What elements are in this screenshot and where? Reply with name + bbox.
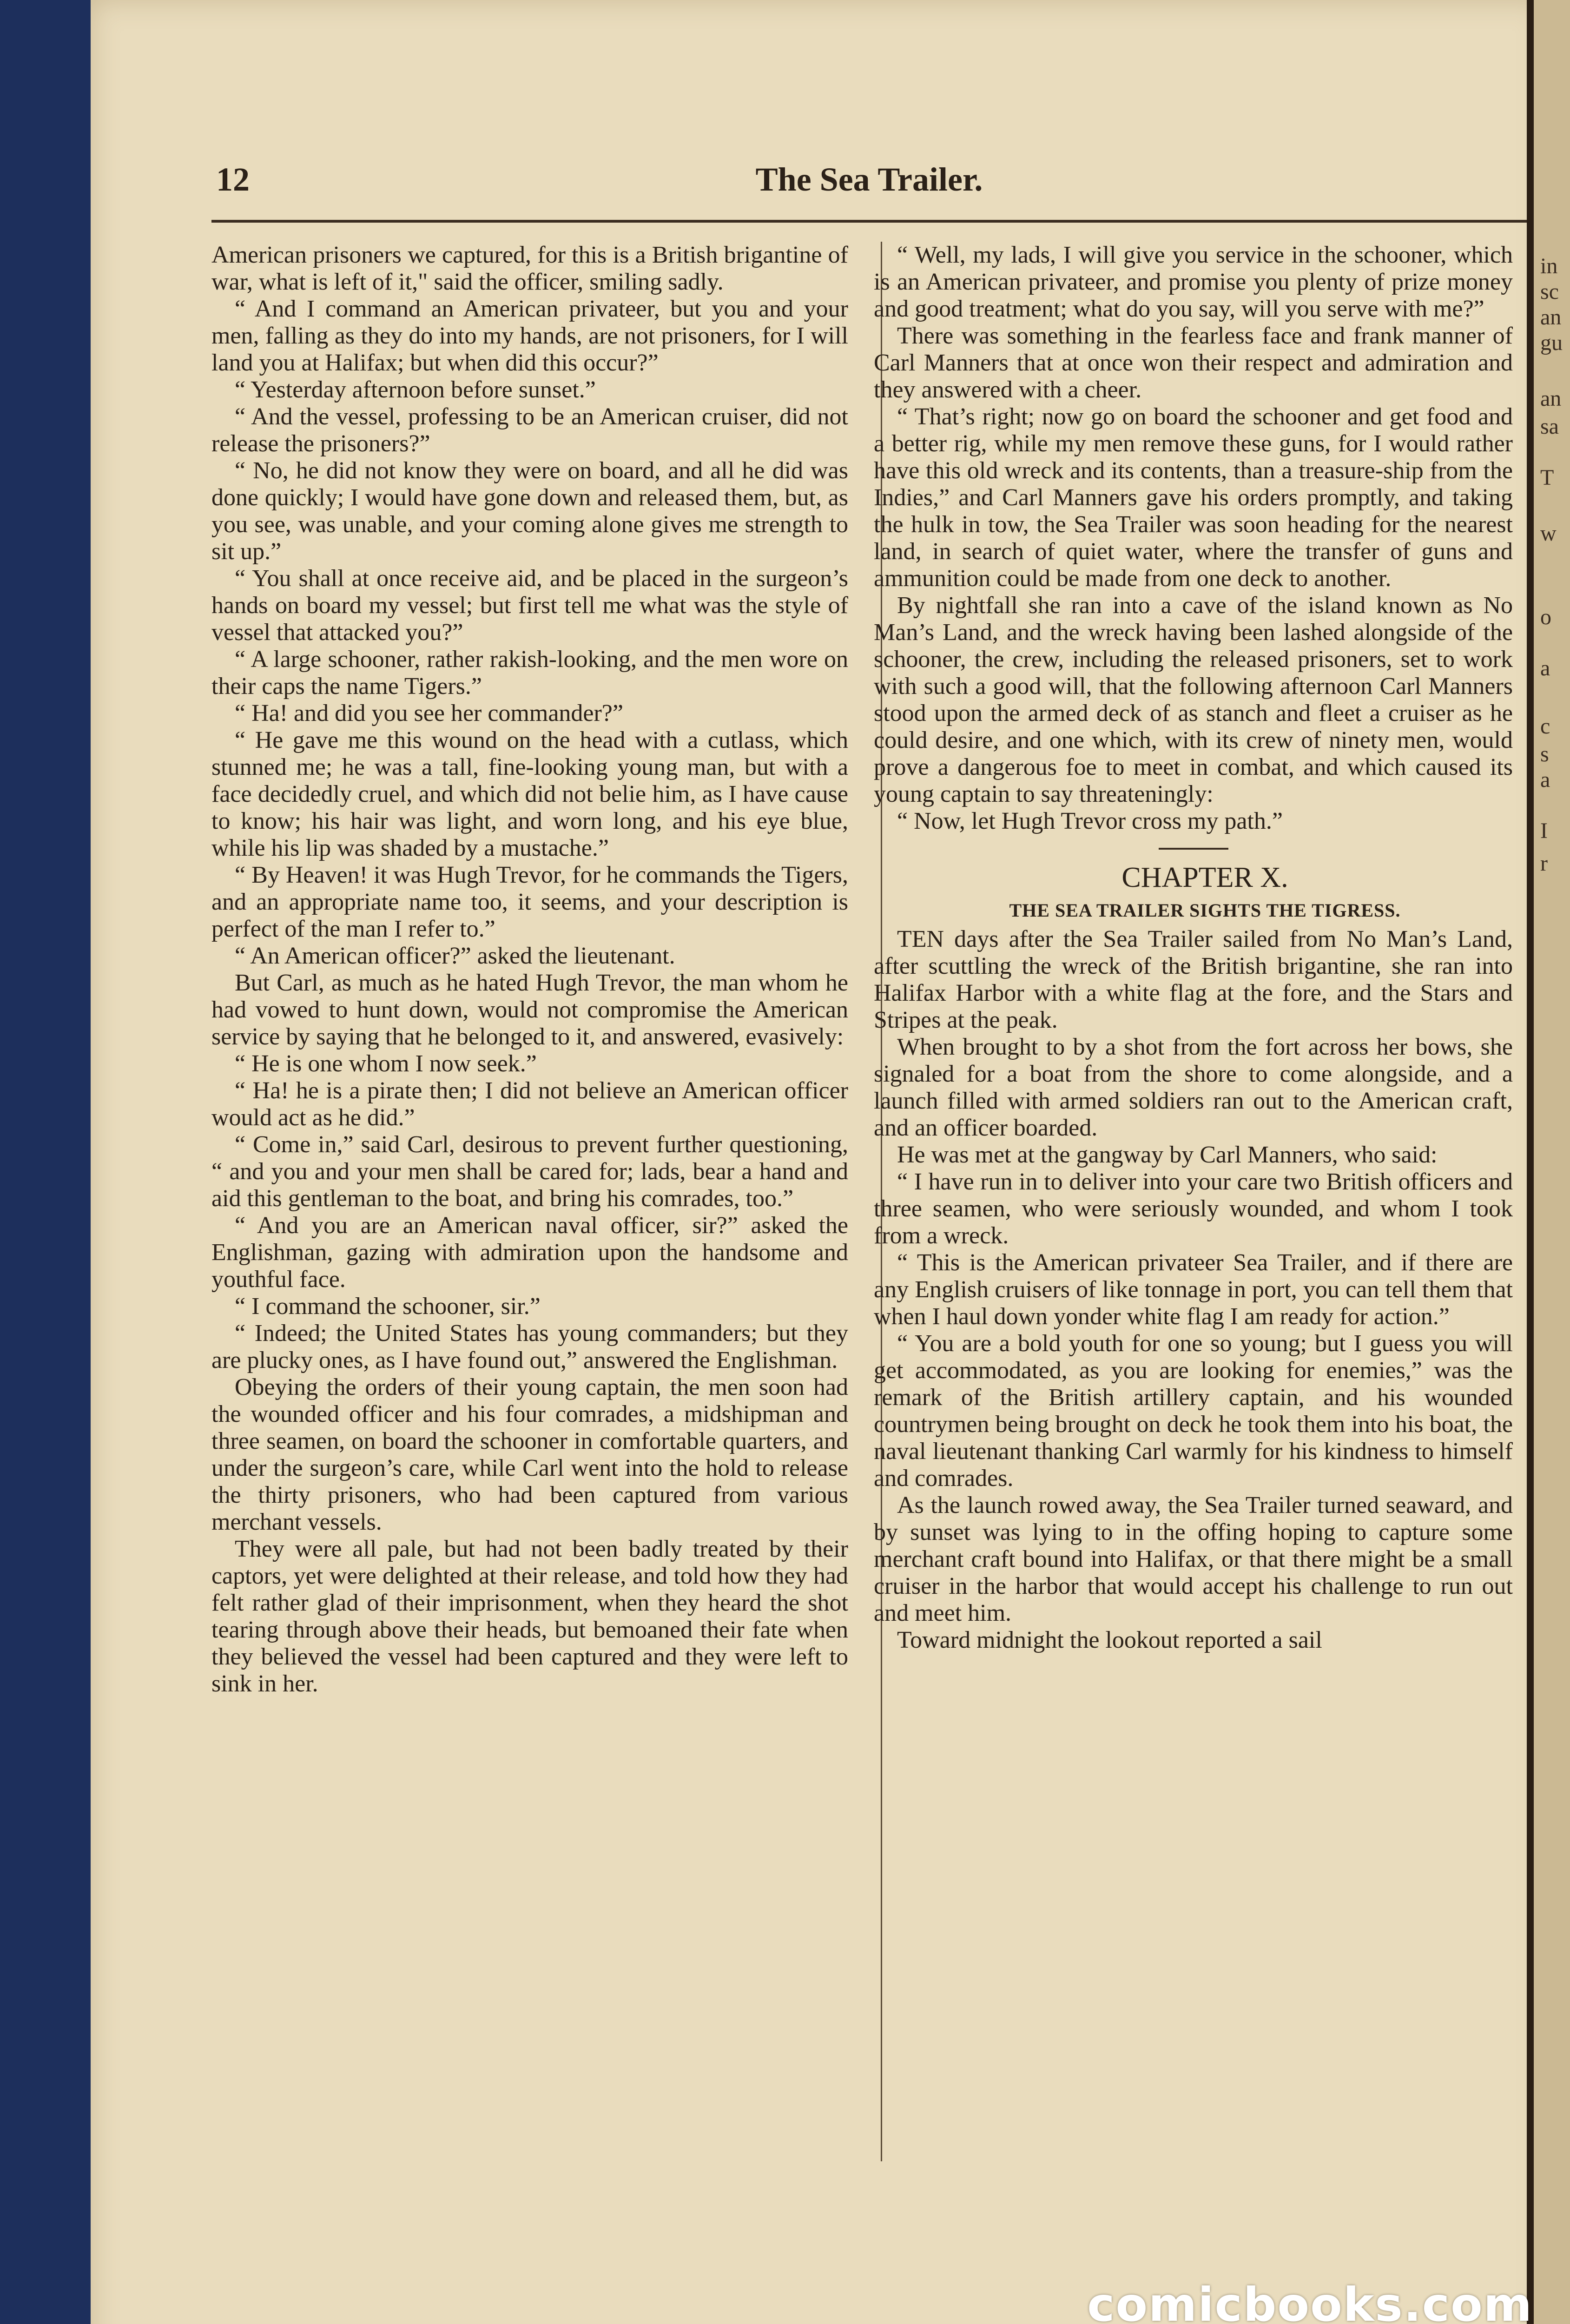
header-rule <box>211 220 1527 223</box>
paragraph: “ You shall at once receive aid, and be placed in the surgeon’s hands on board my vessel; but first tell me what was the style of vessel that attacked you?” <box>211 565 848 646</box>
paragraph: When brought to by a shot from the fort across her bows, she signaled for a boat from the shore to come alongside, and a launch filled with armed soldiers ran out to the American craft, and an officer boarded. <box>874 1034 1513 1141</box>
adjacent-fragment: c <box>1540 714 1550 739</box>
paragraph: TEN days after the Sea Trailer sailed from No Man’s Land, after scuttling the wreck of the British brigantine, she ran into Halifax Harbor with a white flag at the fore, and the Stars and Stripes at the peak. <box>874 926 1513 1033</box>
running-title: The Sea Trailer. <box>755 161 983 198</box>
paragraph: “ He gave me this wound on the head with a cutlass, which stunned me; he was a tall, fine-looking young man, but with a face decidedly cruel, and which did not belie him, as I have cause to know; his hair was light, and worn long, and his eye blue, while his lip was shaded by a mustache.” <box>211 727 848 861</box>
adjacent-fragment: sa <box>1540 414 1559 439</box>
paragraph: Obeying the orders of their young captain, the men soon had the wounded officer and his four comrades, a midshipman and three seamen, on board the schooner in comfortable quarters, and under the surgeon’s care, while Carl went into the hold to release the thirty prisoners, who had been captured from various merchant vessels. <box>211 1374 848 1535</box>
left-column <box>211 242 848 1697</box>
adjacent-fragment: o <box>1540 605 1551 629</box>
paragraph: As the launch rowed away, the Sea Trailer turned seaward, and by sunset was lying to in the offing hoping to capture some merchant craft bound into Halifax, or that there might be a small cruiser in the harbor that would accept his challenge to run out and meet him. <box>874 1492 1513 1626</box>
adjacent-fragment: sc <box>1540 279 1559 304</box>
paragraph: “ No, he did not know they were on board, and all he did was done quickly; I would have gone down and released them, but, as you see, was unable, and your coming alone gives me strength to sit up.” <box>211 457 848 565</box>
right-column <box>874 242 1513 1654</box>
adjacent-fragment: s <box>1540 742 1549 766</box>
paragraph: They were all pale, but had not been badly treated by their captors, yet were delighted at their release, and told how they had felt rather glad of their imprisonment, when they heard the shot tearing through above their heads, but bemoaned their fate when they believed the vessel had been captured and they were left to sink in her. <box>211 1536 848 1697</box>
paragraph: “ An American officer?” asked the lieutenant. <box>235 943 675 969</box>
paragraph: “ And I command an American privateer, but you and your men, falling as they do into my hands, are not prisoners, for I will land you at Halifax; but when did this occur?” <box>211 296 848 376</box>
adjacent-fragment: an <box>1540 386 1562 411</box>
paragraph: “ Come in,” said Carl, desirous to prevent further questioning, “ and you and your men shall be cared for; lads, bear a hand and aid this gentleman to the boat, and bring his comrades, too.” <box>211 1131 848 1212</box>
paragraph: American prisoners we captured, for this is a British brigantine of war, what is left of it," said the officer, smiling sadly. <box>211 242 848 295</box>
paragraph: “ That’s right; now go on board the schooner and get food and a better rig, while my men remove these guns, for I would rather have this old wreck and its contents, than a treasure-ship from the Indies,” and Carl Manners gave his orders promptly, and taking the hulk in tow, the Sea Trailer was soon heading for the nearest land, in search of quiet water, where the transfer of guns and ammunition could be made from one deck to another. <box>874 403 1513 592</box>
paragraph: Toward midnight the lookout reported a sail <box>897 1627 1322 1653</box>
adjacent-fragment: I <box>1540 819 1548 843</box>
adjacent-fragment: a <box>1540 656 1550 680</box>
adjacent-fragment: T <box>1540 465 1554 490</box>
page-header <box>211 158 1527 218</box>
adjacent-fragment: a <box>1540 767 1550 792</box>
chapter-subtitle: THE SEA TRAILER SIGHTS THE TIGRESS. <box>1009 900 1401 921</box>
adjacent-fragment: an <box>1540 305 1562 330</box>
chapter-title: CHAPTER X. <box>1121 862 1288 893</box>
paragraph: “ A large schooner, rather rakish-looking, and the men wore on their caps the name Tigers.” <box>211 646 848 700</box>
adjacent-fragment: w <box>1540 521 1557 546</box>
paragraph: “ And the vessel, professing to be an American cruiser, did not release the prisoners?” <box>211 403 848 457</box>
paragraph: “ Ha! he is a pirate then; I did not believe an American officer would act as he did.” <box>211 1077 848 1131</box>
site-watermark: comicbooks.com <box>1087 2278 1533 2324</box>
paragraph: By nightfall she ran into a cave of the island known as No Man’s Land, and the wreck having been lashed alongside of the schooner, the crew, including the released prisoners, set to work with such a good will, that the following afternoon Carl Manners stood upon the armed deck of as stanch and fleet a cruiser as he could desire, and one which, with its crew of ninety men, would prove a dangerous foe to meet in combat, and which caused its young captain to say threateningly: <box>874 592 1513 807</box>
paragraph: “ I have run in to deliver into your care two British officers and three seamen, who were seriously wounded, and whom I took from a wreck. <box>874 1169 1513 1249</box>
adjacent-fragment: r <box>1540 851 1548 876</box>
adjacent-page-edge <box>1534 0 1570 2324</box>
paragraph: But Carl, as much as he hated Hugh Trevor, the man whom he had vowed to hunt down, would not compromise the American service by saying that he belonged to it, and answered, evasively: <box>211 970 848 1050</box>
paragraph: “ This is the American privateer Sea Trailer, and if there are any English cruisers of like tonnage in port, you can tell them that when I haul down yonder white flag I am ready for action.” <box>874 1249 1513 1330</box>
page-number: 12 <box>216 161 250 198</box>
paragraph: “ You are a bold youth for one so young; but I guess you will get accommodated, as you are looking for enemies,” was the remark of the British artillery captain, and his wounded countrymen being brought on deck he took them into his boat, the naval lieutenant thanking Carl warmly for his kindness to himself and comrades. <box>874 1330 1513 1492</box>
paragraph: “ By Heaven! it was Hugh Trevor, for he commands the Tigers, and an appropriate name too, it seems, and your description is perfect of the man I refer to.” <box>211 862 848 942</box>
adjacent-fragment: gu <box>1540 330 1563 355</box>
paragraph: “ Well, my lads, I will give you service in the schooner, which is an American privateer, and promise you plenty of prize money and good treatment; what do you say, will you serve with me?” <box>874 242 1513 322</box>
paragraph: “ I command the schooner, sir.” <box>235 1293 541 1320</box>
paragraph: “ And you are an American naval officer, sir?” asked the Englishman, gazing with admiration upon the handsome and youthful face. <box>211 1212 848 1293</box>
paragraph: “ Now, let Hugh Trevor cross my path.” <box>897 808 1283 834</box>
paragraph: “ Indeed; the United States has young commanders; but they are plucky ones, as I have found out,” answered the Englishman. <box>211 1320 848 1373</box>
adjacent-fragment: in <box>1540 254 1558 278</box>
chapter-separator <box>1159 848 1228 850</box>
paragraph: “ Yesterday afternoon before sunset.” <box>235 376 596 403</box>
paragraph: There was something in the fearless face and frank manner of Carl Manners that at once won their respect and admiration and they answered with a cheer. <box>874 323 1513 403</box>
paragraph: He was met at the gangway by Carl Manners, who said: <box>897 1142 1438 1168</box>
paragraph: “ Ha! and did you see her commander?” <box>235 700 623 726</box>
paragraph: “ He is one whom I now seek.” <box>235 1050 537 1077</box>
